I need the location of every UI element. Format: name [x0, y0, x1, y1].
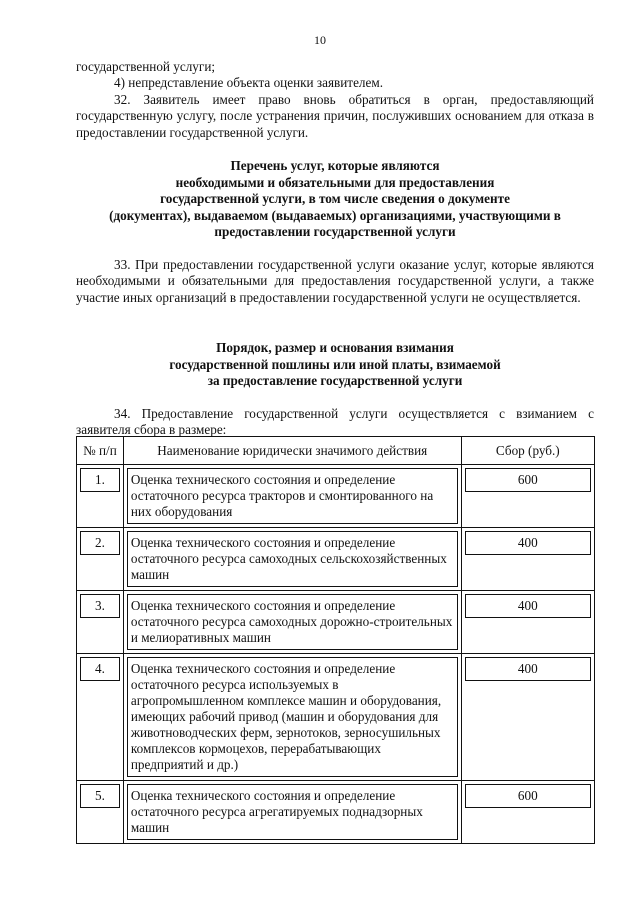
heading-1-line-4: (документах), выдаваемом (выдаваемых) организациями, участвующими в [109, 207, 561, 223]
heading-1-line-2: необходимыми и обязательными для предоставления [175, 174, 495, 190]
heading-2-line-2: государственной пошлины или иной платы, взимаемой [169, 356, 501, 372]
row-num: 5. [80, 784, 120, 808]
heading-1-line-3: государственной услуги, в том числе сведения о документе [160, 191, 510, 207]
row-num: 3. [80, 594, 120, 618]
page-number: 10 [314, 33, 326, 47]
row-action-name: Оценка технического состояния и определение остаточного ресурса тракторов и смонтированного на них оборудования [127, 468, 458, 524]
row-action-name: Оценка технического состояния и определение остаточного ресурса самоходных сельскохозяйственных машин [127, 531, 458, 587]
header-num: № п/п [77, 437, 124, 465]
table-row [77, 465, 595, 528]
heading-2-line-1: Порядок, размер и основания взимания [216, 340, 454, 355]
text-line-1: государственной услуги; [76, 59, 216, 74]
row-num: 1. [80, 468, 120, 492]
row-action-name: Оценка технического состояния и определение остаточного ресурса самоходных дорожно-строительных и мелиоративных машин [127, 594, 458, 650]
row-fee: 400 [465, 531, 591, 555]
paragraph-32: 32. Заявитель имеет право вновь обратиться в орган, предоставляющий государственную услугу, после устранения причин, послуживших основанием для отказа в предоставлении государственной услуги. [76, 92, 594, 140]
row-fee: 400 [465, 594, 591, 618]
row-fee: 400 [465, 657, 591, 681]
row-num: 4. [80, 657, 120, 681]
table-row [77, 528, 595, 591]
heading-1-line-5: предоставлении государственной услуги [214, 224, 456, 240]
paragraph-34: 34. Предоставление государственной услуги осуществляется с взиманием с заявителя сбора в размере: [76, 406, 594, 438]
heading-2-line-3: за предоставление государственной услуги [207, 373, 463, 389]
text-line-2: 4) непредставление объекта оценки заявителем. [114, 75, 383, 90]
row-fee: 600 [465, 784, 591, 808]
header-action-name: Наименование юридически значимого действия [123, 437, 461, 465]
section-heading-2 [76, 340, 594, 390]
table-header-row [77, 437, 595, 465]
section-heading-1 [76, 158, 594, 241]
row-action-name: Оценка технического состояния и определение остаточного ресурса используемых в агропромышленном комплексе машин и оборудования, имеющих рабочий привод (машин и оборудования для животноводческих ферм, зернотоков, зерносушильных комплексов кормоцехов, перерабатывающих предприятий и др.) [127, 657, 458, 777]
header-fee: Сбор (руб.) [461, 437, 594, 465]
table-row [77, 654, 595, 781]
table-row [77, 591, 595, 654]
fee-table [76, 436, 595, 844]
table-row [77, 781, 595, 844]
row-fee: 600 [465, 468, 591, 492]
heading-1-line-1: Перечень услуг, которые являются [230, 158, 440, 173]
paragraph-33: 33. При предоставлении государственной услуги оказание услуг, которые являются необходимыми и обязательными для предоставления государственной услуги, а также участие иных организаций в предоставлении государственной услуги не осуществляется. [76, 257, 594, 305]
row-action-name: Оценка технического состояния и определение остаточного ресурса агрегатируемых поднадзорных машин [127, 784, 458, 840]
row-num: 2. [80, 531, 120, 555]
